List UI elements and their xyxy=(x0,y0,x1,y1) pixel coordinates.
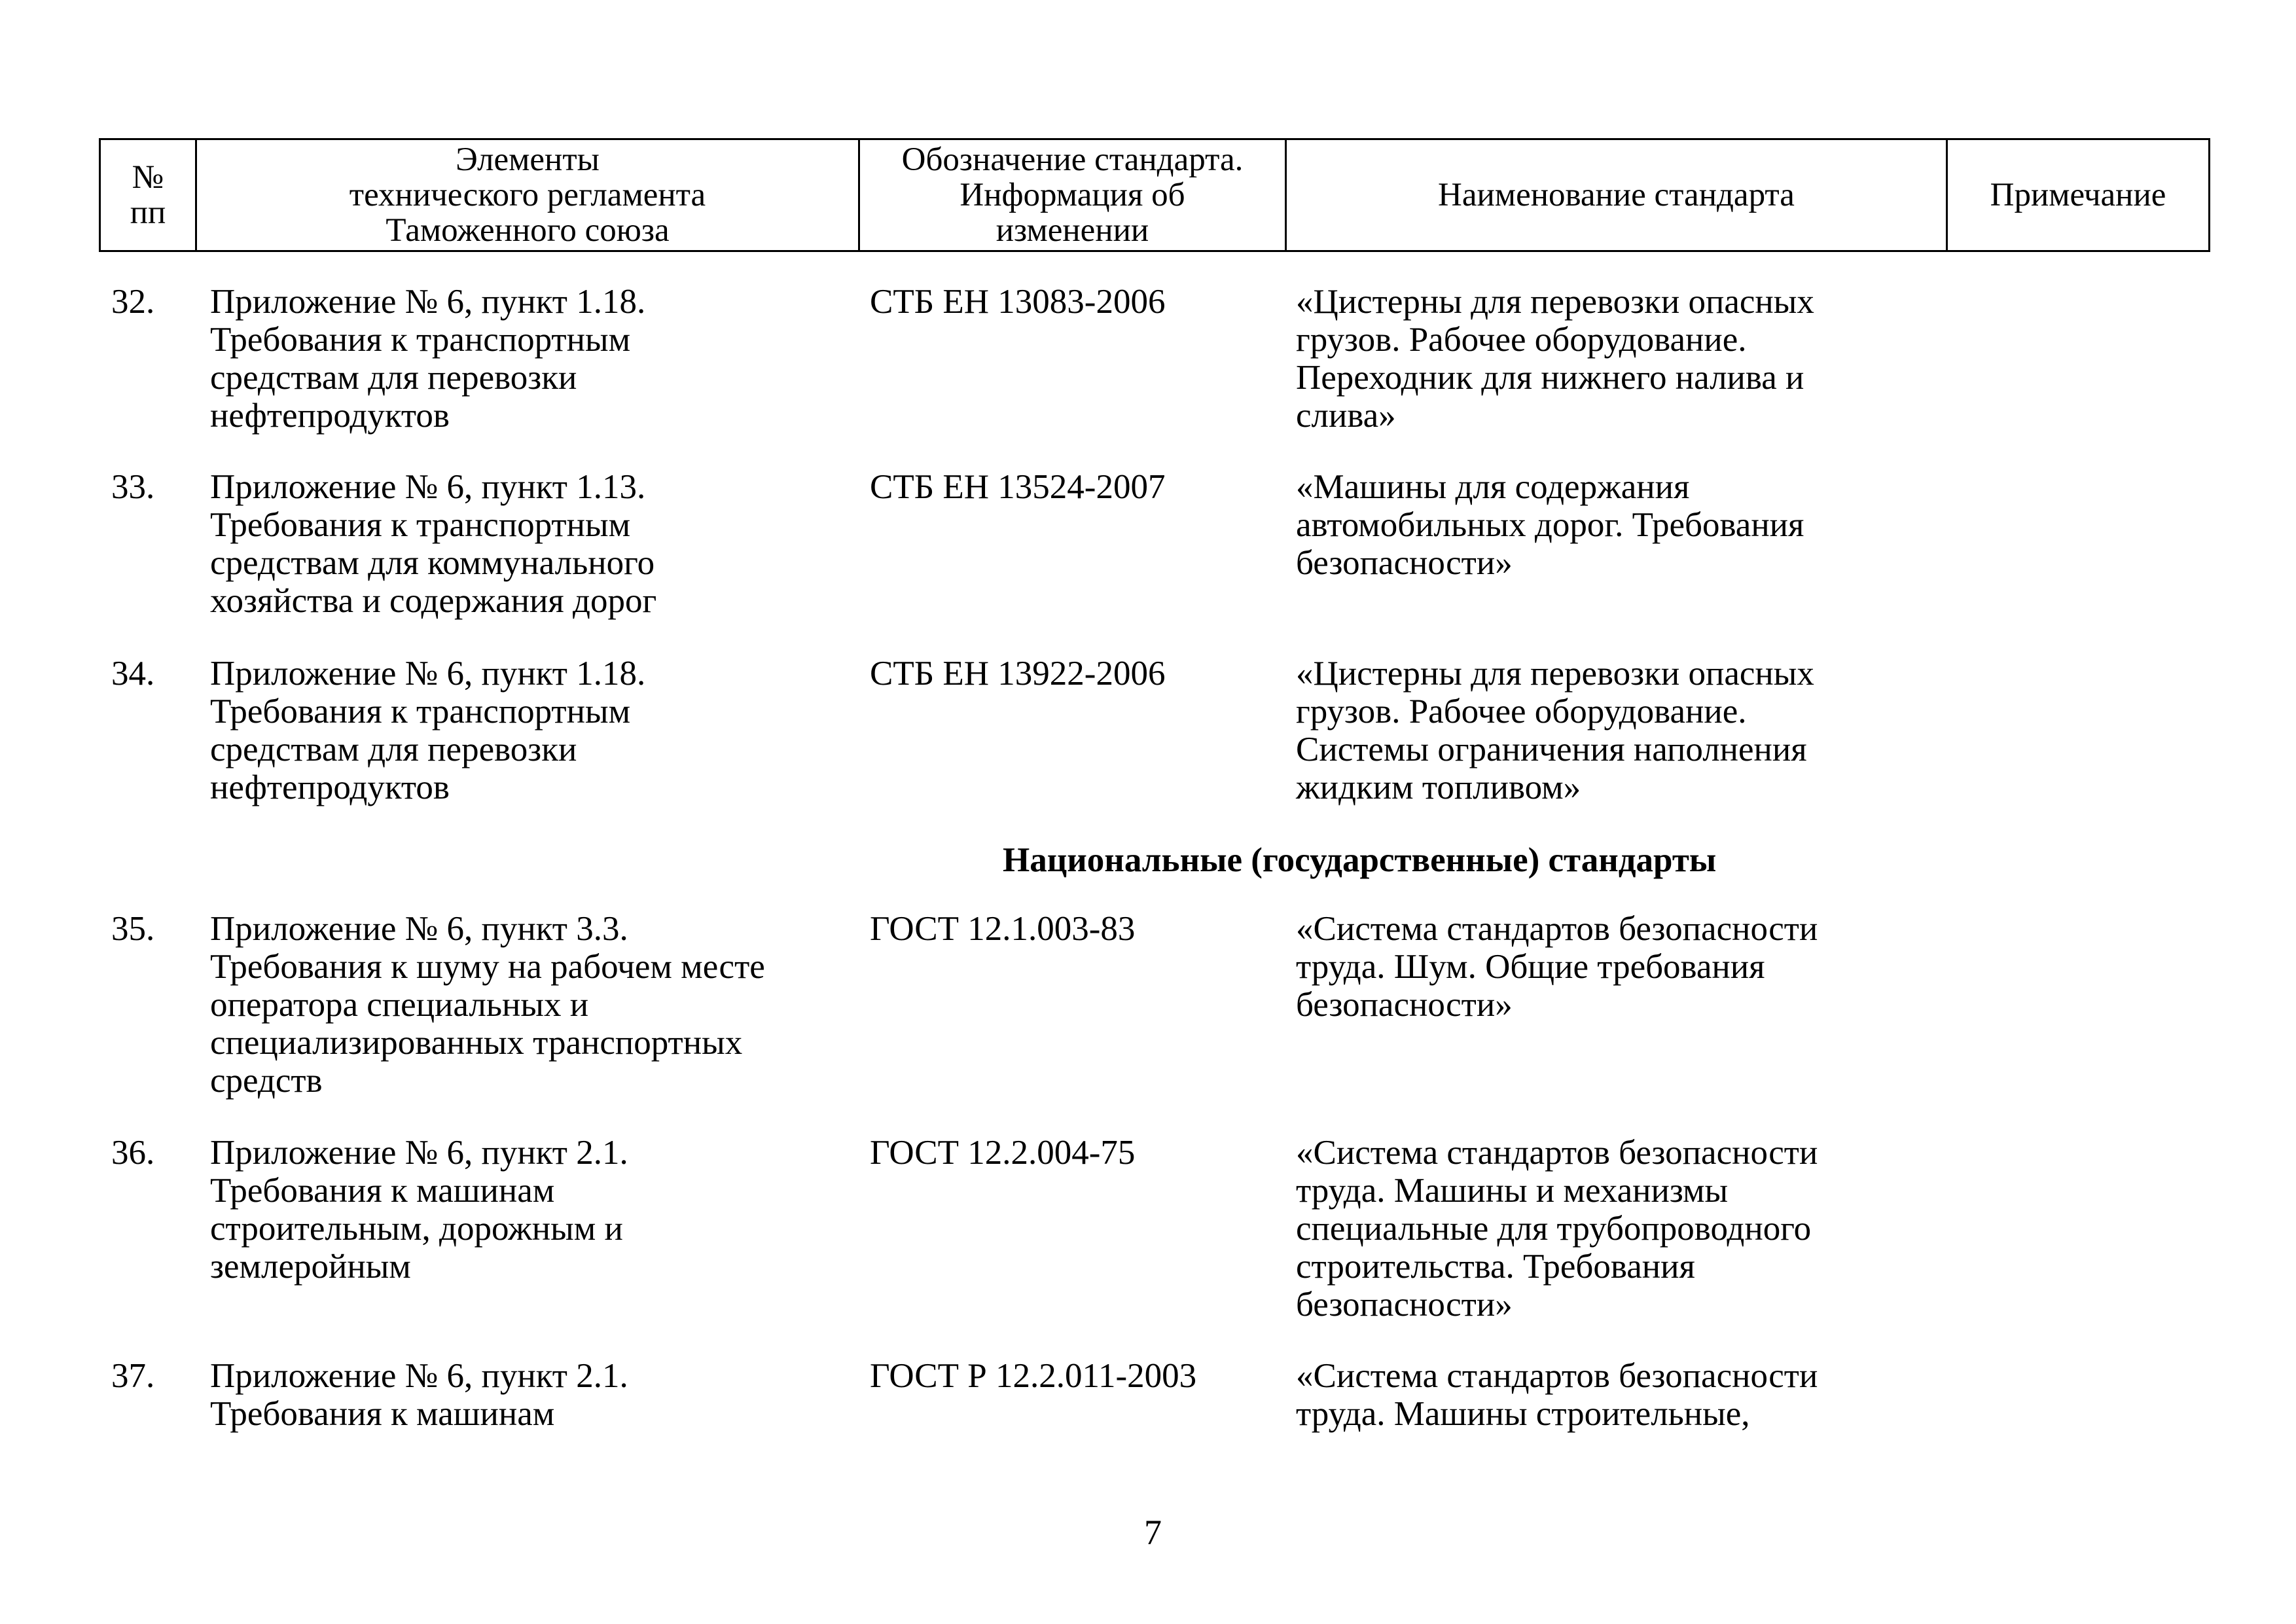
row-standard-name: «Цистерны для перевозки опасных грузов. Рабочее оборудование. Переходник для нижнего налива и слива» xyxy=(1296,283,1814,435)
header-designation: Обозначение стандарта. Информация об изменении xyxy=(860,140,1287,250)
row-number: 34. xyxy=(111,655,155,693)
row-standard-code: СТБ ЕН 13524-2007 xyxy=(870,468,1166,506)
row-standard-code: СТБ ЕН 13922-2006 xyxy=(870,655,1166,693)
header-num: № пп xyxy=(101,140,197,250)
row-standard-code: ГОСТ 12.1.003-83 xyxy=(870,910,1136,948)
row-standard-name: «Система стандартов безопасности труда. Шум. Общие требования безопасности» xyxy=(1296,910,1818,1024)
row-number: 32. xyxy=(111,283,155,321)
row-element: Приложение № 6, пункт 1.13. Требования к транспортным средствам для коммунального хозяйства и содержания дорог xyxy=(210,468,657,620)
row-standard-name: «Цистерны для перевозки опасных грузов. Рабочее оборудование. Системы ограничения наполнения жидким топливом» xyxy=(1296,655,1814,806)
row-element: Приложение № 6, пункт 1.18. Требования к транспортным средствам для перевозки нефтепродуктов xyxy=(210,283,646,435)
section-title: Национальные (государственные) стандарты xyxy=(1003,841,1717,879)
row-standard-name: «Система стандартов безопасности труда. Машины строительные, xyxy=(1296,1357,1818,1433)
row-standard-code: ГОСТ Р 12.2.011-2003 xyxy=(870,1357,1197,1395)
header-name: Наименование стандарта xyxy=(1287,140,1948,250)
row-number: 35. xyxy=(111,910,155,948)
table-header xyxy=(99,138,2210,252)
row-standard-code: ГОСТ 12.2.004-75 xyxy=(870,1134,1136,1172)
row-number: 37. xyxy=(111,1357,155,1395)
page-number: 7 xyxy=(1144,1513,1162,1552)
row-element: Приложение № 6, пункт 2.1. Требования к машинам строительным, дорожным и землеройным xyxy=(210,1134,628,1286)
row-element: Приложение № 6, пункт 2.1. Требования к машинам xyxy=(210,1357,628,1433)
row-standard-name: «Машины для содержания автомобильных дорог. Требования безопасности» xyxy=(1296,468,1804,582)
header-elements: Элементы технического регламента Таможенного союза xyxy=(197,140,860,250)
row-standard-name: «Система стандартов безопасности труда. Машины и механизмы специальные для трубопроводного строительства. Требования безопасности» xyxy=(1296,1134,1818,1324)
row-number: 33. xyxy=(111,468,155,506)
row-number: 36. xyxy=(111,1134,155,1172)
row-element: Приложение № 6, пункт 1.18. Требования к транспортным средствам для перевозки нефтепродуктов xyxy=(210,655,646,806)
header-note: Примечание xyxy=(1990,177,2166,213)
row-element: Приложение № 6, пункт 3.3. Требования к шуму на рабочем месте оператора специальных и специализированных транспортных средств xyxy=(210,910,765,1100)
row-standard-code: СТБ ЕН 13083-2006 xyxy=(870,283,1166,321)
